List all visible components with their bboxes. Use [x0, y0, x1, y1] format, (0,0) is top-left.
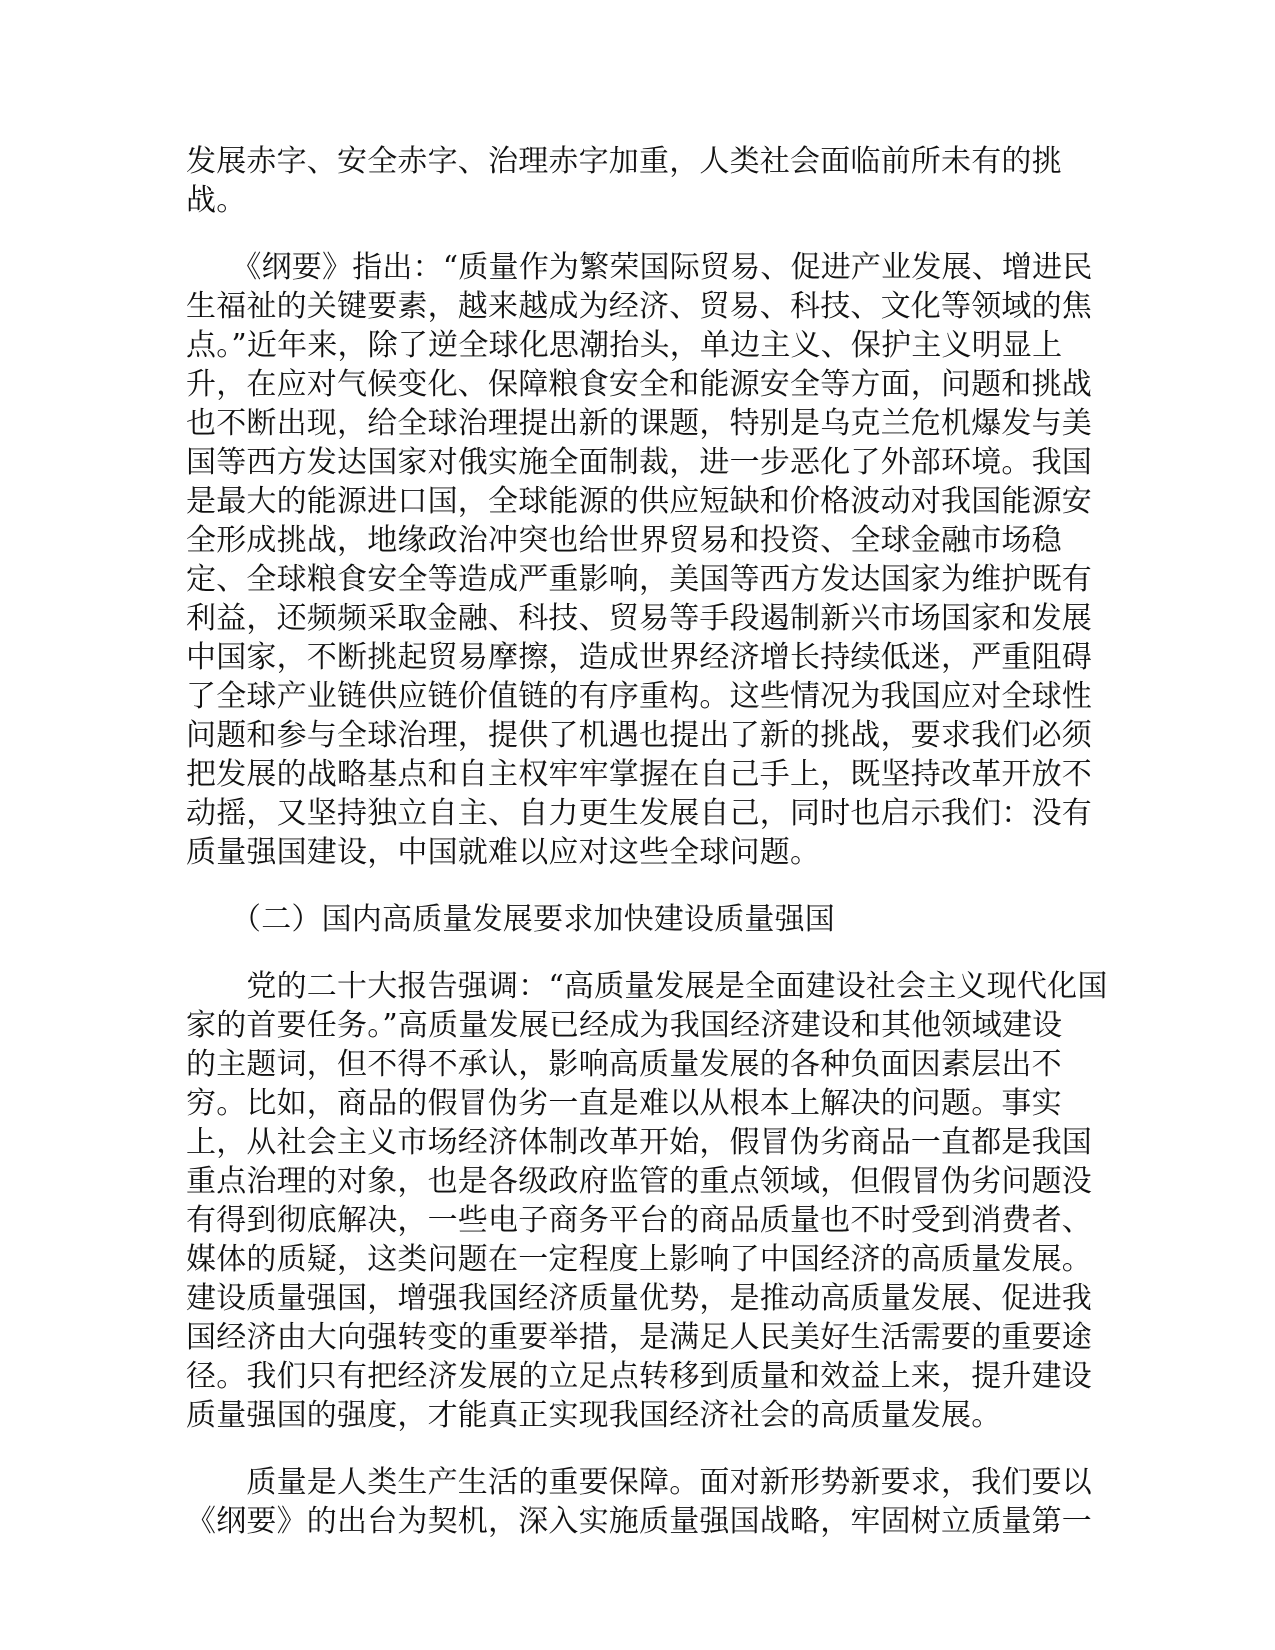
text-line: 《纲要》指出：“质量作为繁荣国际贸易、促进产业发展、增进民: [186, 250, 1093, 285]
text-line: 也不断出现，给全球治理提出新的课题，特别是乌克兰危机爆发与美: [186, 406, 1092, 441]
text-line: 动摇，又坚持独立自主、自力更生发展自己，同时也启示我们：没有: [186, 796, 1092, 831]
text-line: 径。我们只有把经济发展的立足点转移到质量和效益上来，提升建设: [186, 1359, 1092, 1394]
text-line: 全形成挑战，地缘政治冲突也给世界贸易和投资、全球金融市场稳: [186, 523, 1062, 558]
text-line: 升，在应对气候变化、保障粮食安全和能源安全等方面，问题和挑战: [186, 367, 1092, 402]
text-line: 质量强国建设，中国就难以应对这些全球问题。: [186, 835, 821, 870]
text-line: 利益，还频频采取金融、科技、贸易等手段遏制新兴市场国家和发展: [186, 601, 1092, 636]
section-heading-text: （二）国内高质量发展要求加快建设质量强国: [231, 902, 835, 937]
text-line: 国经济由大向强转变的重要举措，是满足人民美好生活需要的重要途: [186, 1320, 1092, 1355]
paragraph: [186, 142, 1086, 220]
text-line: 质量是人类生产生活的重要保障。面对新形势新要求，我们要以: [186, 1465, 1092, 1500]
text-line: 家的首要任务。”高质量发展已经成为我国经济建设和其他领域建设: [186, 1008, 1063, 1043]
text-line: 党的二十大报告强调：“高质量发展是全面建设社会主义现代化国: [186, 969, 1108, 1004]
text-line: 重点治理的对象，也是各级政府监管的重点领域，但假冒伪劣问题没: [186, 1164, 1092, 1199]
text-line: 建设质量强国，增强我国经济质量优势，是推动高质量发展、促进我: [186, 1281, 1092, 1316]
text-line: 《纲要》的出台为契机，深入实施质量强国战略，牢固树立质量第一: [186, 1504, 1092, 1539]
text-line: 点。”近年来，除了逆全球化思潮抬头，单边主义、保护主义明显上: [186, 328, 1063, 363]
text-line: 国等西方发达国家对俄实施全面制裁，进一步恶化了外部环境。我国: [186, 445, 1092, 480]
text-line: 是最大的能源进口国，全球能源的供应短缺和价格波动对我国能源安: [186, 484, 1092, 519]
paragraph: [186, 248, 1093, 872]
text-line: 生福祉的关键要素，越来越成为经济、贸易、科技、文化等领域的焦: [186, 289, 1092, 324]
paragraph: [186, 1463, 1092, 1541]
text-line: 的主题词，但不得不承认，影响高质量发展的各种负面因素层出不: [186, 1047, 1062, 1082]
text-line: 质量强国的强度，才能真正实现我国经济社会的高质量发展。: [186, 1398, 1002, 1433]
text-line: 把发展的战略基点和自主权牢牢掌握在自己手上，既坚持改革开放不: [186, 757, 1092, 792]
text-line: 有得到彻底解决，一些电子商务平台的商品质量也不时受到消费者、: [186, 1203, 1092, 1238]
text-line: 定、全球粮食安全等造成严重影响，美国等西方发达国家为维护既有: [186, 562, 1092, 597]
section-heading: [186, 900, 1086, 939]
document-body: [186, 142, 1108, 1541]
text-line: 中国家，不断挑起贸易摩擦，造成世界经济增长持续低迷，严重阻碍: [186, 640, 1092, 675]
text-line: 战。: [186, 183, 247, 218]
text-line: 了全球产业链供应链价值链的有序重构。这些情况为我国应对全球性: [186, 679, 1092, 714]
text-line: 发展赤字、安全赤字、治理赤字加重，人类社会面临前所未有的挑: [186, 144, 1062, 179]
text-line: 问题和参与全球治理，提供了机遇也提出了新的挑战，要求我们必须: [186, 718, 1092, 753]
text-line: 上，从社会主义市场经济体制改革开始，假冒伪劣商品一直都是我国: [186, 1125, 1092, 1160]
text-line: 穷。比如，商品的假冒伪劣一直是难以从根本上解决的问题。事实: [186, 1086, 1062, 1121]
text-line: 媒体的质疑，这类问题在一定程度上影响了中国经济的高质量发展。: [186, 1242, 1092, 1277]
paragraph: [186, 967, 1108, 1435]
